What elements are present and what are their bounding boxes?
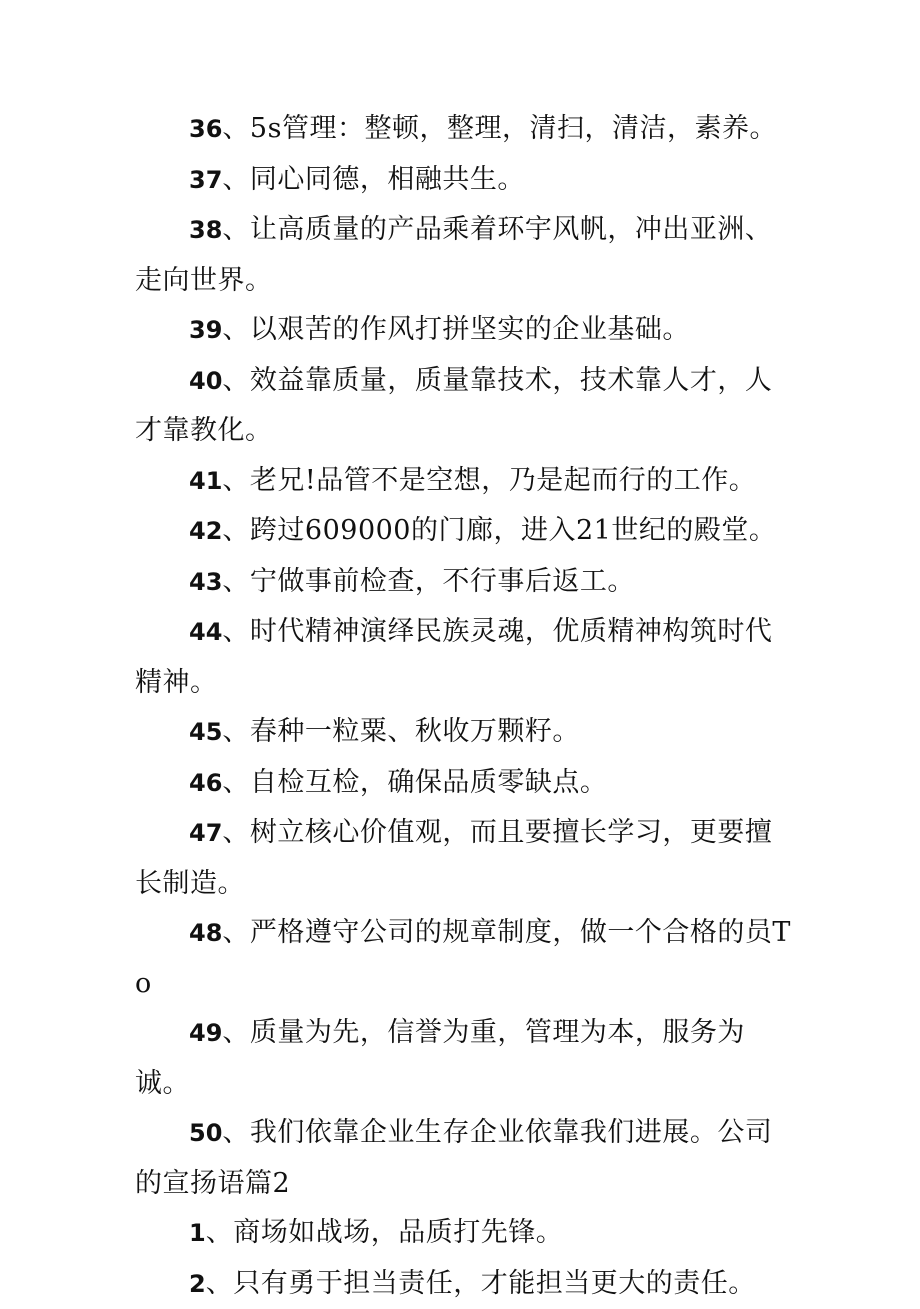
- paragraph-40: [135, 356, 795, 456]
- paragraph-37: [135, 155, 795, 206]
- paragraph-36: [135, 104, 795, 155]
- item-text: 、我们依靠企业生存企业依靠我们进展。公司的宣扬语篇2: [135, 1117, 772, 1199]
- item-number: 47: [189, 819, 222, 847]
- item-number: 1: [189, 1219, 206, 1247]
- item-number: 39: [189, 316, 222, 344]
- item-text: 、商场如战场，品质打先锋。: [206, 1217, 564, 1248]
- item-text: 、老兄!品管不是空想，乃是起而行的工作。: [222, 465, 756, 496]
- item-text: 、以艰苦的作风打拼坚实的企业基础。: [222, 314, 690, 345]
- item-text: 、自检互检，确保品质零缺点。: [222, 767, 607, 798]
- item-text: 、宁做事前检查，不行事后返工。: [222, 566, 635, 597]
- paragraph-1: [135, 1208, 795, 1259]
- item-text: 、5s管理：整顿，整理，清扫，清洁，素养。: [222, 113, 777, 144]
- paragraph-39: [135, 305, 795, 356]
- item-number: 41: [189, 467, 222, 495]
- item-number: 37: [189, 166, 222, 194]
- paragraph-42: [135, 506, 795, 557]
- item-number: 45: [189, 718, 222, 746]
- item-number: 2: [189, 1270, 206, 1298]
- item-text: 、只有勇于担当责任，才能担当更大的责任。: [206, 1268, 756, 1299]
- paragraph-38: [135, 205, 795, 305]
- item-text: 、树立核心价值观，而且要擅长学习，更要擅长制造。: [135, 817, 772, 899]
- item-number: 40: [189, 367, 222, 395]
- paragraph-44: [135, 607, 795, 707]
- item-text: 、时代精神演绎民族灵魂，优质精神构筑时代精神。: [135, 616, 772, 698]
- item-number: 38: [189, 216, 222, 244]
- item-text: 、质量为先，信誉为重，管理为本，服务为诚。: [135, 1017, 745, 1099]
- paragraph-43: [135, 557, 795, 608]
- paragraph-48: [135, 908, 795, 1008]
- item-number: 48: [189, 919, 222, 947]
- item-number: 36: [189, 115, 222, 143]
- item-text: 、严格遵守公司的规章制度，做一个合格的员To: [135, 917, 791, 999]
- paragraph-2: [135, 1259, 795, 1309]
- paragraph-41: [135, 456, 795, 507]
- item-text: 、让高质量的产品乘着环宇风帆，冲出亚洲、走向世界。: [135, 214, 772, 296]
- item-text: 、同心同德，相融共生。: [222, 164, 525, 195]
- paragraph-49: [135, 1008, 795, 1108]
- paragraph-45: [135, 707, 795, 758]
- item-number: 43: [189, 568, 222, 596]
- item-number: 46: [189, 769, 222, 797]
- item-number: 49: [189, 1019, 222, 1047]
- item-text: 、跨过609000的门廊，进入21世纪的殿堂。: [222, 515, 776, 546]
- paragraph-47: [135, 808, 795, 908]
- paragraph-46: [135, 758, 795, 809]
- document-body: [135, 104, 795, 1309]
- item-number: 42: [189, 517, 222, 545]
- item-number: 44: [189, 618, 222, 646]
- item-text: 、效益靠质量，质量靠技术，技术靠人才，人才靠教化。: [135, 365, 772, 447]
- paragraph-50: [135, 1108, 795, 1208]
- item-text: 、春种一粒粟、秋收万颗籽。: [222, 716, 580, 747]
- item-number: 50: [189, 1119, 222, 1147]
